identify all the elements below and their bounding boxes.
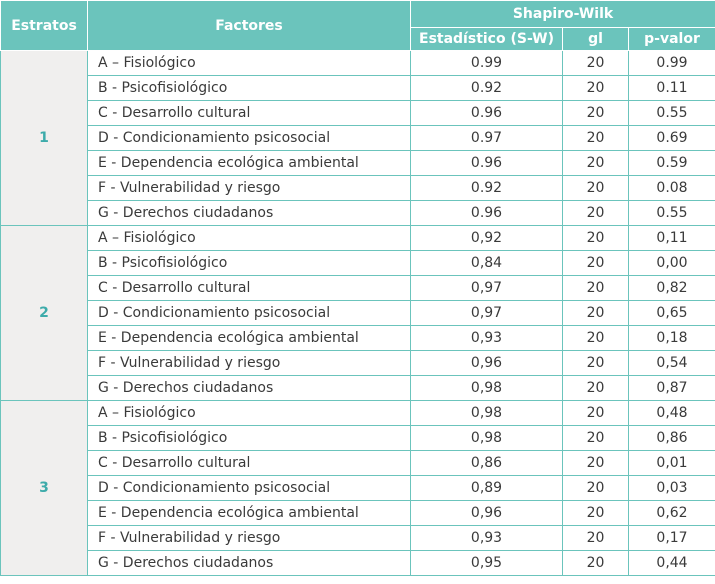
- p-value-cell: 0,11: [629, 226, 715, 251]
- statistic-cell: 0,86: [411, 451, 563, 476]
- p-value-cell: 0,03: [629, 476, 715, 501]
- factor-cell: E - Dependencia ecológica ambiental: [88, 501, 411, 526]
- p-value-cell: 0.99: [629, 51, 715, 76]
- statistic-cell: 0.92: [411, 76, 563, 101]
- table-row: [1, 476, 715, 501]
- factor-cell: F - Vulnerabilidad y riesgo: [88, 526, 411, 551]
- factor-cell: G - Derechos ciudadanos: [88, 551, 411, 576]
- p-value-cell: 0.11: [629, 76, 715, 101]
- table-header: [1, 1, 715, 51]
- p-value-cell: 0.59: [629, 151, 715, 176]
- gl-cell: 20: [563, 51, 629, 76]
- factor-cell: A – Fisiológico: [88, 226, 411, 251]
- table-row: [1, 426, 715, 451]
- header-p-valor: p-valor: [629, 28, 715, 51]
- gl-cell: 20: [563, 326, 629, 351]
- factor-cell: A – Fisiológico: [88, 51, 411, 76]
- statistic-cell: 0,97: [411, 276, 563, 301]
- p-value-cell: 0.69: [629, 126, 715, 151]
- statistic-cell: 0.97: [411, 126, 563, 151]
- p-value-cell: 0,18: [629, 326, 715, 351]
- table-row: [1, 501, 715, 526]
- p-value-cell: 0,82: [629, 276, 715, 301]
- p-value-cell: 0,01: [629, 451, 715, 476]
- gl-cell: 20: [563, 501, 629, 526]
- statistic-cell: 0,97: [411, 301, 563, 326]
- p-value-cell: 0,17: [629, 526, 715, 551]
- p-value-cell: 0,44: [629, 551, 715, 576]
- factor-cell: D - Condicionamiento psicosocial: [88, 301, 411, 326]
- table-row: [1, 101, 715, 126]
- statistic-cell: 0,84: [411, 251, 563, 276]
- factor-cell: G - Derechos ciudadanos: [88, 201, 411, 226]
- factor-cell: D - Condicionamiento psicosocial: [88, 476, 411, 501]
- table-row: [1, 326, 715, 351]
- table-row: [1, 551, 715, 576]
- statistic-cell: 0,95: [411, 551, 563, 576]
- header-factores: Factores: [88, 1, 411, 51]
- statistic-cell: 0,98: [411, 376, 563, 401]
- table-row: [1, 126, 715, 151]
- gl-cell: 20: [563, 276, 629, 301]
- factor-cell: C - Desarrollo cultural: [88, 451, 411, 476]
- factor-cell: G - Derechos ciudadanos: [88, 376, 411, 401]
- table-row: [1, 351, 715, 376]
- statistic-cell: 0.96: [411, 201, 563, 226]
- gl-cell: 20: [563, 126, 629, 151]
- table-row: [1, 376, 715, 401]
- table-row: [1, 151, 715, 176]
- gl-cell: 20: [563, 451, 629, 476]
- statistic-cell: 0.92: [411, 176, 563, 201]
- factor-cell: D - Condicionamiento psicosocial: [88, 126, 411, 151]
- gl-cell: 20: [563, 101, 629, 126]
- table-row: [1, 251, 715, 276]
- table-row: [1, 526, 715, 551]
- gl-cell: 20: [563, 251, 629, 276]
- p-value-cell: 0.55: [629, 101, 715, 126]
- statistic-cell: 0,98: [411, 401, 563, 426]
- statistic-cell: 0.99: [411, 51, 563, 76]
- table-row: [1, 76, 715, 101]
- header-estadistico: Estadístico (S-W): [411, 28, 563, 51]
- p-value-cell: 0.55: [629, 201, 715, 226]
- gl-cell: 20: [563, 226, 629, 251]
- gl-cell: 20: [563, 76, 629, 101]
- factor-cell: C - Desarrollo cultural: [88, 276, 411, 301]
- table-row: [1, 276, 715, 301]
- table-row: [1, 451, 715, 476]
- gl-cell: 20: [563, 551, 629, 576]
- table-row: [1, 51, 715, 76]
- table-row: [1, 201, 715, 226]
- factor-cell: F - Vulnerabilidad y riesgo: [88, 351, 411, 376]
- gl-cell: 20: [563, 526, 629, 551]
- p-value-cell: 0,62: [629, 501, 715, 526]
- factor-cell: B - Psicofisiológico: [88, 426, 411, 451]
- p-value-cell: 0.08: [629, 176, 715, 201]
- statistic-cell: 0,93: [411, 326, 563, 351]
- gl-cell: 20: [563, 376, 629, 401]
- factor-cell: F - Vulnerabilidad y riesgo: [88, 176, 411, 201]
- table-row: [1, 401, 715, 426]
- p-value-cell: 0,54: [629, 351, 715, 376]
- stratum-label: 1: [1, 51, 88, 226]
- statistic-cell: 0,98: [411, 426, 563, 451]
- stratum-label: 3: [1, 401, 88, 576]
- gl-cell: 20: [563, 151, 629, 176]
- p-value-cell: 0,48: [629, 401, 715, 426]
- table-row: [1, 301, 715, 326]
- gl-cell: 20: [563, 201, 629, 226]
- statistic-cell: 0.96: [411, 101, 563, 126]
- header-estratos: Estratos: [1, 1, 88, 51]
- factor-cell: C - Desarrollo cultural: [88, 101, 411, 126]
- gl-cell: 20: [563, 176, 629, 201]
- gl-cell: 20: [563, 401, 629, 426]
- statistic-cell: 0,96: [411, 351, 563, 376]
- statistic-cell: 0.96: [411, 151, 563, 176]
- p-value-cell: 0,87: [629, 376, 715, 401]
- factor-cell: E - Dependencia ecológica ambiental: [88, 326, 411, 351]
- p-value-cell: 0,86: [629, 426, 715, 451]
- gl-cell: 20: [563, 426, 629, 451]
- factor-cell: B - Psicofisiológico: [88, 251, 411, 276]
- table-row: [1, 226, 715, 251]
- statistic-cell: 0,96: [411, 501, 563, 526]
- factor-cell: B - Psicofisiológico: [88, 76, 411, 101]
- header-gl: gl: [563, 28, 629, 51]
- p-value-cell: 0,00: [629, 251, 715, 276]
- statistic-cell: 0,93: [411, 526, 563, 551]
- p-value-cell: 0,65: [629, 301, 715, 326]
- gl-cell: 20: [563, 476, 629, 501]
- header-shapiro-wilk: Shapiro-Wilk: [411, 1, 715, 28]
- gl-cell: 20: [563, 301, 629, 326]
- stratum-label: 2: [1, 226, 88, 401]
- statistic-cell: 0,89: [411, 476, 563, 501]
- statistic-cell: 0,92: [411, 226, 563, 251]
- factor-cell: E - Dependencia ecológica ambiental: [88, 151, 411, 176]
- table-body: [1, 51, 715, 576]
- gl-cell: 20: [563, 351, 629, 376]
- table-row: [1, 176, 715, 201]
- factor-cell: A – Fisiológico: [88, 401, 411, 426]
